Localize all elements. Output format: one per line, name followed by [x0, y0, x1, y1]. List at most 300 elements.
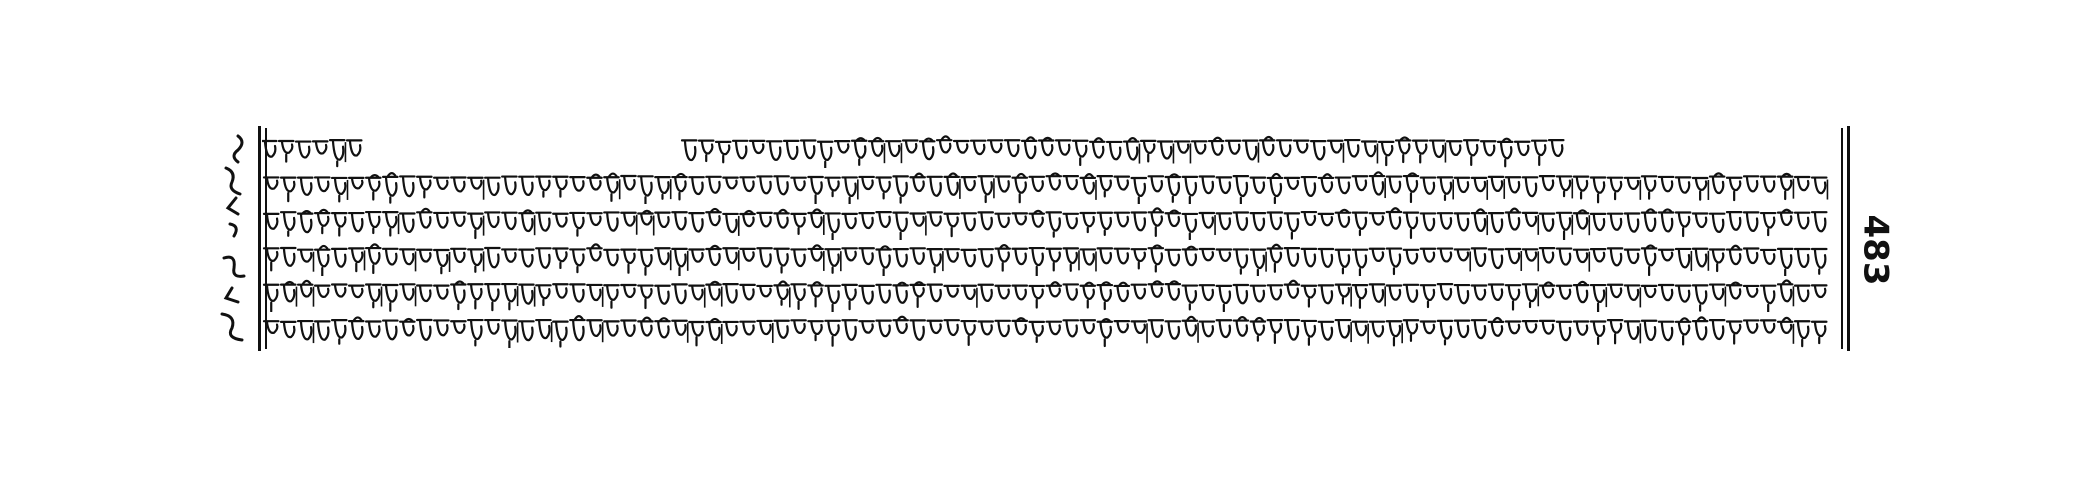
glyph	[1285, 320, 1299, 340]
glyph	[1217, 177, 1231, 193]
glyph	[1192, 141, 1206, 153]
right-frame-rule	[1847, 126, 1850, 351]
glyph	[1319, 285, 1333, 303]
glyph	[570, 249, 584, 272]
glyph	[1710, 214, 1724, 232]
glyph	[1778, 318, 1793, 344]
glyph	[706, 282, 721, 307]
glyph	[1200, 249, 1214, 260]
glyph	[655, 318, 669, 337]
glyph	[1217, 249, 1231, 260]
glyph	[366, 175, 380, 199]
glyph	[1353, 285, 1367, 308]
glyph	[536, 248, 550, 267]
glyph	[264, 214, 278, 229]
text-line-2	[262, 168, 1832, 204]
glyph	[468, 214, 483, 238]
glyph	[1744, 248, 1758, 263]
glyph	[1234, 176, 1248, 204]
glyph	[1302, 177, 1316, 196]
glyph	[519, 177, 533, 195]
glyph	[835, 141, 849, 152]
glyph	[1115, 283, 1129, 301]
glyph	[825, 286, 839, 312]
glyph	[262, 141, 276, 157]
glyph	[1047, 322, 1061, 334]
glyph	[1710, 285, 1725, 307]
glyph	[1727, 321, 1741, 343]
line-label	[262, 132, 263, 133]
glyph	[1464, 140, 1478, 165]
glyph	[1285, 248, 1299, 266]
glyph	[1234, 213, 1248, 230]
glyph	[791, 178, 805, 190]
glyph	[1540, 176, 1554, 190]
glyph	[859, 321, 873, 333]
glyph	[1268, 320, 1282, 343]
glyph	[451, 282, 465, 310]
glyph	[1498, 139, 1512, 167]
glyph	[1107, 142, 1121, 159]
glyph	[1591, 285, 1606, 312]
glyph	[808, 282, 822, 306]
glyph	[1744, 176, 1758, 191]
glyph	[383, 249, 397, 265]
glyph	[485, 178, 499, 195]
glyph	[842, 248, 856, 260]
glyph	[1251, 286, 1265, 302]
glyph	[1625, 321, 1640, 343]
glyph	[349, 248, 364, 271]
glyph	[876, 178, 890, 199]
glyph	[621, 176, 635, 189]
glyph	[570, 213, 584, 236]
glyph	[1353, 322, 1368, 344]
glyph	[1574, 250, 1589, 272]
glyph	[1693, 213, 1707, 226]
glyph	[1438, 321, 1452, 345]
glyph	[451, 321, 465, 333]
glyph	[910, 174, 924, 191]
glyph	[1591, 249, 1605, 261]
glyph	[1812, 178, 1827, 200]
glyph	[1693, 249, 1708, 271]
glyph	[774, 210, 788, 228]
glyph	[1064, 284, 1078, 299]
glyph	[1489, 249, 1503, 268]
glyph	[1081, 174, 1096, 200]
glyph	[1404, 213, 1418, 238]
glyph	[682, 140, 696, 160]
glyph	[1302, 321, 1316, 345]
glyph	[1455, 249, 1470, 271]
glyph	[1625, 214, 1639, 232]
glyph	[332, 213, 346, 235]
glyph	[1608, 178, 1622, 199]
glyph	[1744, 320, 1758, 332]
glyph	[281, 282, 296, 307]
glyph	[655, 213, 669, 227]
glyph	[1268, 174, 1282, 203]
glyph	[1251, 250, 1266, 276]
glyph	[1183, 247, 1197, 265]
glyph	[1370, 322, 1384, 337]
glyph	[740, 177, 754, 191]
glyph	[1353, 176, 1367, 190]
glyph	[1795, 321, 1809, 346]
glyph	[655, 248, 670, 270]
glyph	[1005, 140, 1019, 156]
glyph	[767, 141, 781, 160]
glyph	[740, 285, 754, 300]
glyph	[1217, 320, 1231, 337]
glyph	[1625, 178, 1640, 200]
glyph	[1311, 141, 1325, 159]
glyph	[910, 320, 924, 339]
glyph	[1438, 284, 1452, 299]
glyph	[536, 213, 550, 231]
glyph	[1012, 213, 1026, 224]
glyph	[978, 212, 992, 229]
glyph	[434, 250, 449, 273]
glyph	[920, 139, 934, 160]
glyph	[978, 285, 992, 301]
margin-title	[208, 128, 254, 348]
glyph	[417, 285, 431, 301]
glyph	[1268, 285, 1282, 299]
glyph	[1319, 322, 1333, 340]
glyph	[757, 213, 771, 226]
glyph	[1029, 211, 1043, 227]
glyph	[910, 282, 924, 307]
glyph	[536, 285, 550, 305]
glyph	[927, 177, 941, 196]
glyph	[910, 213, 925, 235]
glyph	[1727, 212, 1741, 230]
glyph	[808, 210, 823, 235]
glyph	[1506, 285, 1520, 309]
glyph	[1404, 173, 1418, 201]
glyph	[536, 320, 551, 342]
glyph	[1081, 249, 1096, 271]
glyph	[1489, 318, 1503, 336]
glyph	[1795, 213, 1809, 229]
glyph	[400, 319, 414, 335]
glyph	[1438, 213, 1452, 228]
glyph	[672, 174, 686, 200]
glyph	[502, 177, 516, 195]
glyph	[1098, 282, 1112, 309]
line-label	[262, 204, 263, 205]
glyph	[468, 320, 482, 345]
glyph	[1812, 322, 1826, 343]
glyph	[1557, 286, 1571, 299]
glyph	[1012, 286, 1026, 300]
glyph	[995, 321, 1009, 336]
glyph	[978, 249, 992, 266]
glyph	[1149, 208, 1163, 236]
glyph	[1166, 250, 1180, 265]
glyph	[621, 321, 635, 336]
glyph	[910, 248, 924, 263]
glyph	[1183, 214, 1197, 239]
glyph	[971, 141, 985, 154]
glyph	[347, 140, 361, 155]
glyph	[1166, 174, 1180, 202]
glyph	[961, 250, 975, 266]
glyph	[1115, 249, 1129, 264]
glyph	[927, 285, 941, 302]
glyph	[1387, 208, 1401, 228]
glyph	[1132, 213, 1146, 231]
glyph	[1294, 141, 1308, 153]
glyph	[536, 177, 550, 197]
glyph	[1506, 209, 1520, 230]
glyph	[818, 142, 832, 168]
glyph	[876, 321, 890, 336]
glyph	[1710, 320, 1724, 339]
glyph	[1336, 210, 1350, 227]
glyph	[1795, 286, 1809, 301]
tibetan-text-block	[262, 128, 1847, 348]
glyph	[519, 285, 534, 307]
glyph	[1812, 212, 1826, 231]
glyph	[1523, 249, 1538, 271]
glyph	[706, 319, 721, 344]
glyph	[1277, 140, 1291, 156]
glyph	[1659, 322, 1673, 340]
glyph	[383, 285, 397, 311]
glyph	[1370, 213, 1384, 224]
glyph	[1574, 282, 1588, 302]
glyph	[313, 141, 327, 153]
glyph	[1158, 142, 1173, 164]
glyph	[1489, 177, 1504, 199]
glyph	[570, 177, 584, 190]
glyph	[1413, 141, 1427, 163]
glyph	[1523, 284, 1538, 307]
glyph	[1693, 285, 1707, 310]
glyph	[893, 317, 907, 333]
glyph	[995, 286, 1009, 299]
glyph	[944, 174, 959, 199]
glyph	[1124, 138, 1139, 163]
glyph	[672, 321, 687, 343]
glyph	[451, 249, 465, 262]
glyph	[1166, 281, 1180, 299]
glyph	[1064, 214, 1078, 228]
glyph	[757, 286, 771, 296]
glyph	[1226, 141, 1240, 154]
glyph	[750, 141, 764, 153]
glyph	[825, 178, 839, 196]
glyph	[298, 250, 313, 272]
glyph	[1761, 213, 1775, 235]
glyph	[1370, 249, 1384, 261]
glyph	[587, 175, 601, 190]
glyph	[1132, 285, 1146, 299]
glyph	[1073, 141, 1087, 165]
left-frame-rule	[258, 126, 261, 351]
glyph	[1234, 317, 1248, 336]
glyph	[383, 173, 397, 202]
glyph	[366, 321, 380, 336]
glyph	[1761, 250, 1775, 264]
glyph	[808, 245, 823, 271]
glyph	[961, 177, 975, 190]
glyph	[1047, 212, 1061, 236]
glyph	[1132, 321, 1147, 343]
glyph	[485, 320, 499, 334]
glyph	[1370, 284, 1385, 306]
glyph	[1659, 177, 1673, 191]
glyph	[315, 210, 329, 233]
glyph	[1727, 178, 1741, 200]
glyph	[944, 286, 958, 297]
glyph	[1591, 322, 1605, 344]
glyph	[1447, 141, 1461, 155]
glyph	[859, 248, 873, 264]
glyph	[502, 213, 516, 229]
glyph	[1523, 213, 1538, 235]
glyph	[1217, 213, 1231, 229]
glyph	[1812, 249, 1826, 274]
glyph	[876, 246, 890, 276]
glyph	[1642, 246, 1656, 275]
glyph	[937, 136, 951, 152]
glyph	[1795, 249, 1809, 267]
glyph	[264, 177, 278, 188]
glyph	[893, 176, 907, 202]
glyph	[740, 211, 754, 226]
glyph	[1081, 320, 1095, 333]
glyph	[1200, 322, 1214, 337]
glyph	[1217, 286, 1231, 311]
glyph	[349, 286, 363, 297]
glyph	[298, 178, 312, 195]
glyph	[689, 249, 703, 261]
glyph	[1574, 177, 1588, 199]
glyph	[366, 212, 380, 233]
glyph	[434, 213, 448, 228]
glyph	[1039, 138, 1053, 155]
glyph	[1370, 172, 1385, 198]
text-line-6	[262, 312, 1832, 348]
glyph	[689, 213, 703, 231]
glyph	[1515, 142, 1529, 155]
glyph	[638, 211, 653, 236]
glyph	[1455, 285, 1469, 303]
glyph	[519, 210, 534, 235]
glyph	[383, 321, 397, 340]
glyph	[383, 212, 398, 235]
glyph	[1404, 285, 1418, 302]
glyph	[1047, 249, 1061, 271]
glyph	[825, 249, 840, 273]
glyph	[791, 249, 805, 266]
glyph	[1166, 211, 1180, 226]
glyph	[672, 284, 686, 303]
glyph	[1098, 176, 1112, 196]
glyph	[699, 141, 713, 161]
glyph	[1047, 173, 1061, 189]
glyph	[1404, 250, 1418, 264]
glyph	[1540, 282, 1554, 297]
glyph	[1319, 249, 1333, 267]
glyph	[502, 284, 517, 309]
glyph	[1302, 212, 1316, 225]
glyph	[1642, 286, 1656, 297]
glyph	[1141, 141, 1155, 161]
glyph	[723, 214, 738, 236]
glyph	[1098, 213, 1112, 235]
line-label	[262, 240, 263, 241]
glyph	[791, 320, 805, 333]
glyph	[1676, 213, 1690, 236]
glyph	[1506, 249, 1521, 271]
glyph	[1064, 248, 1079, 270]
glyph	[330, 140, 345, 166]
glyph	[1778, 210, 1792, 225]
glyph	[349, 317, 363, 338]
glyph	[1710, 250, 1724, 271]
glyph	[1574, 210, 1589, 235]
glyph	[553, 284, 567, 297]
glyph	[1012, 249, 1026, 264]
glyph	[774, 321, 788, 338]
glyph	[366, 244, 380, 273]
glyph	[604, 212, 618, 230]
glyph	[1549, 140, 1563, 156]
glyph	[1795, 177, 1809, 190]
glyph	[706, 177, 720, 193]
glyph	[296, 142, 310, 158]
glyph	[1243, 141, 1258, 163]
glyph	[451, 178, 465, 192]
glyph	[1523, 177, 1537, 196]
glyph	[315, 177, 329, 191]
glyph	[1676, 177, 1690, 192]
glyph	[1183, 317, 1198, 343]
glyph	[1625, 250, 1639, 263]
glyph	[1659, 285, 1673, 300]
glyph	[1379, 142, 1393, 165]
glyph	[1387, 177, 1401, 193]
glyph	[1693, 178, 1708, 200]
glyph	[349, 213, 363, 231]
glyph	[1744, 212, 1758, 230]
glyph	[706, 209, 720, 225]
glyph	[1166, 321, 1180, 338]
glyph	[1200, 176, 1214, 193]
glyph	[1506, 177, 1520, 192]
glyph	[1183, 177, 1197, 204]
glyph	[587, 320, 602, 342]
glyph	[859, 213, 873, 228]
glyph	[1387, 249, 1401, 274]
glyph	[264, 285, 278, 311]
glyph	[1608, 320, 1622, 343]
glyph	[689, 286, 704, 308]
glyph	[723, 322, 737, 335]
glyph	[1064, 176, 1078, 189]
glyph	[502, 249, 516, 261]
glyph	[706, 246, 720, 265]
glyph	[791, 214, 805, 234]
glyph	[1132, 249, 1146, 268]
glyph	[716, 142, 730, 162]
glyph	[349, 178, 363, 189]
